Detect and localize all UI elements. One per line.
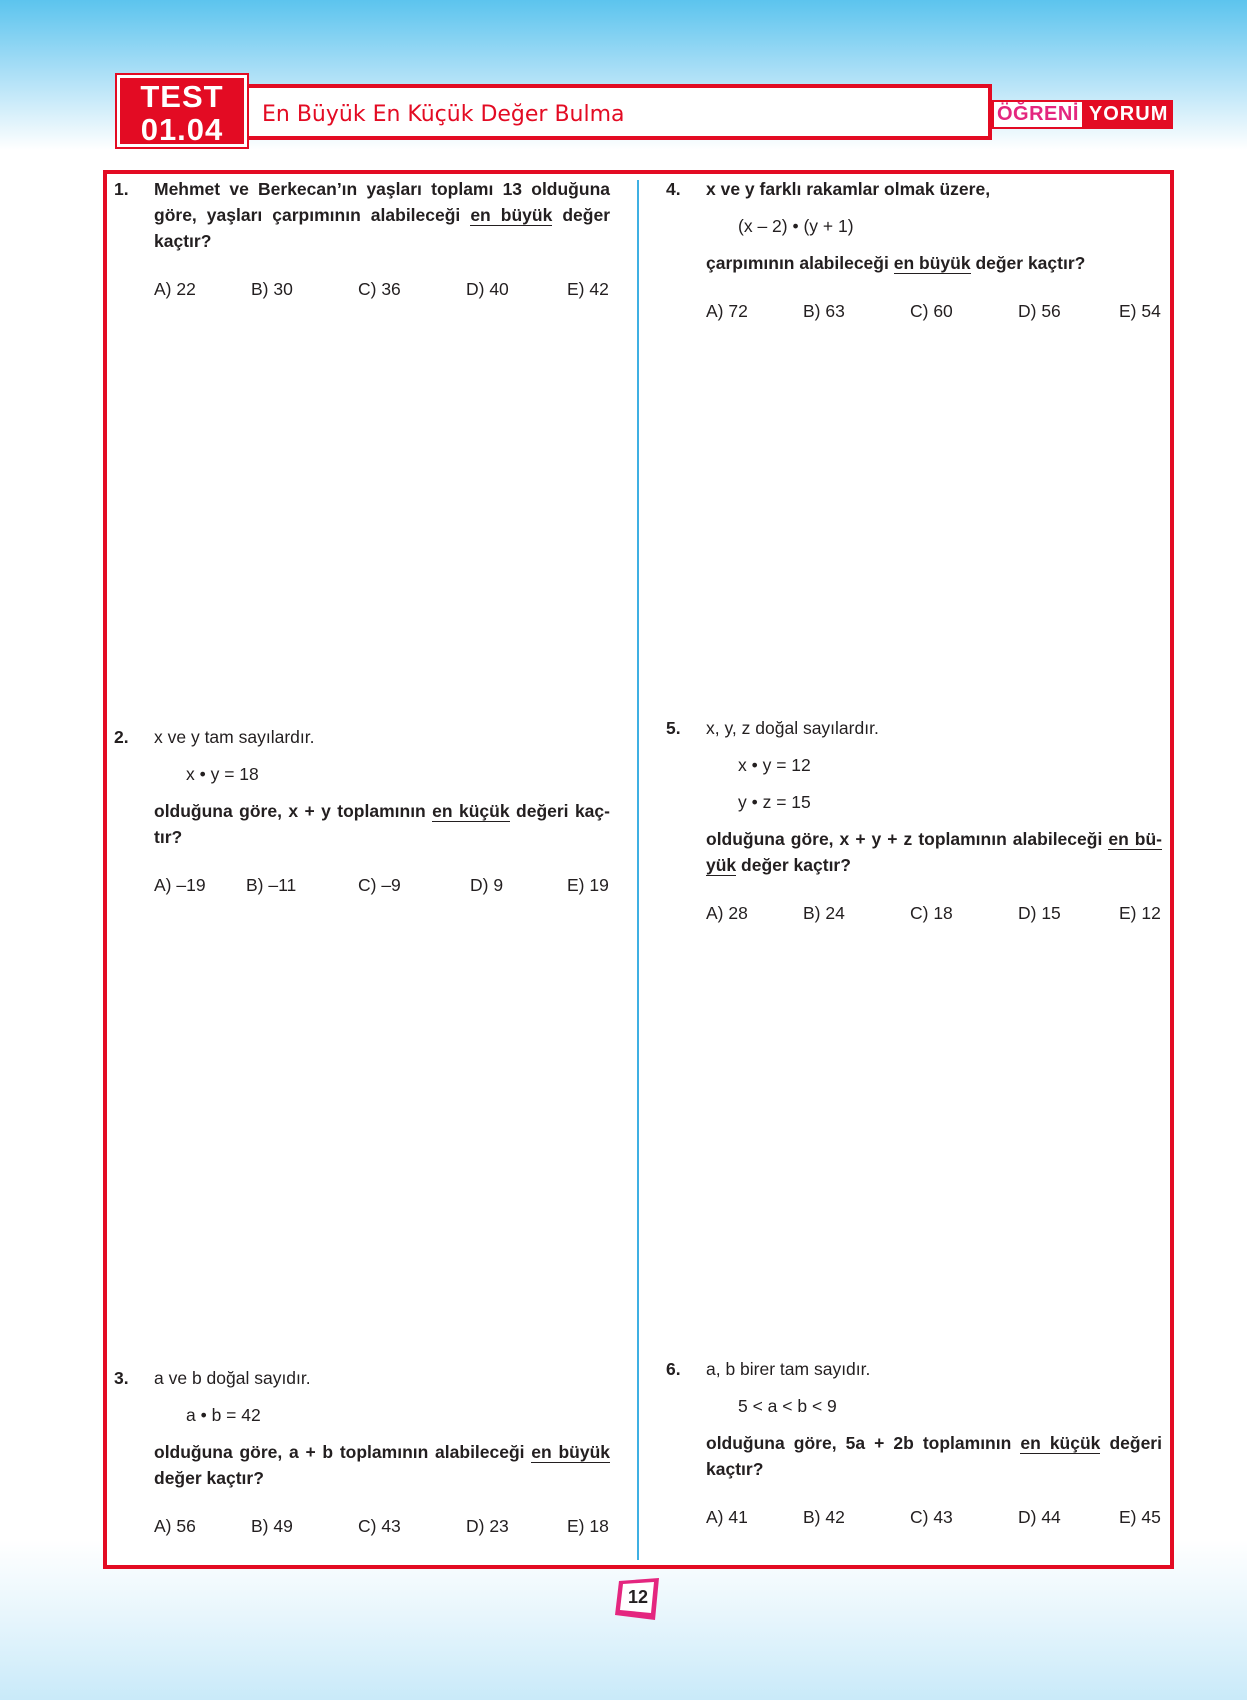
question-stem: olduğuna göre, x + y + z toplamının alabileceği en bü-yük değer kaçtır? <box>706 829 1162 875</box>
column-divider <box>637 180 639 1560</box>
question-intro: x ve y farklı rakamlar olmak üzere, <box>706 179 991 199</box>
option-c[interactable]: C) 60 <box>910 301 953 321</box>
brand-logo <box>992 100 1173 129</box>
page-title: En Büyük En Küçük Değer Bulma <box>262 102 625 127</box>
answer-options <box>706 1504 1162 1530</box>
option-e[interactable]: E) 54 <box>1119 301 1161 321</box>
question-intro: a ve b doğal sayıdır. <box>154 1368 311 1388</box>
option-b[interactable]: B) 30 <box>251 279 293 299</box>
brand-left: ÖĞRENİ <box>992 100 1084 129</box>
equation-2: y • z = 15 <box>738 792 811 812</box>
equation: x • y = 12 <box>738 755 811 775</box>
title-bar <box>232 84 992 140</box>
page-number-badge <box>615 1578 661 1620</box>
option-e[interactable]: E) 42 <box>567 279 609 299</box>
option-a[interactable]: A) 41 <box>706 1507 748 1527</box>
option-d[interactable]: D) 9 <box>470 875 504 895</box>
option-c[interactable]: C) 43 <box>358 1516 401 1536</box>
answer-options <box>706 900 1162 926</box>
option-c[interactable]: C) 36 <box>358 279 401 299</box>
option-b[interactable]: B) 42 <box>803 1507 845 1527</box>
question-stem: olduğuna göre, x + y toplamının en küçük değeri kaç-tır? <box>154 801 610 847</box>
option-a[interactable]: A) –19 <box>154 875 206 895</box>
option-c[interactable]: C) 43 <box>910 1507 953 1527</box>
option-d[interactable]: D) 44 <box>1018 1507 1061 1527</box>
answer-options <box>154 276 610 302</box>
option-c[interactable]: C) 18 <box>910 903 953 923</box>
emphasis: en küçük <box>432 801 510 821</box>
equation: a • b = 42 <box>186 1405 261 1425</box>
test-label: TEST <box>140 79 224 114</box>
emphasis: en küçük <box>1020 1433 1101 1453</box>
question-number: 1. <box>114 179 129 199</box>
question-intro: x, y, z doğal sayılardır. <box>706 718 879 738</box>
option-d[interactable]: D) 40 <box>466 279 509 299</box>
option-c[interactable]: C) –9 <box>358 875 401 895</box>
equation: (x – 2) • (y + 1) <box>738 216 854 236</box>
question-intro: x ve y tam sayılardır. <box>154 727 315 747</box>
question-stem: Mehmet ve Berkecan’ın yaşları toplamı 13 olduğuna göre, yaşları çarpımının alabileceği en büyük değer kaçtır? <box>154 179 610 251</box>
emphasis: en büyük <box>893 253 971 273</box>
option-d[interactable]: D) 56 <box>1018 301 1061 321</box>
page-number: 12 <box>627 1587 649 1607</box>
question-number: 6. <box>666 1359 681 1379</box>
option-e[interactable]: E) 19 <box>567 875 609 895</box>
emphasis: en büyük <box>531 1442 610 1462</box>
option-b[interactable]: B) –11 <box>246 875 297 895</box>
test-badge <box>117 75 247 147</box>
brand-right: YORUM <box>1084 100 1173 129</box>
equation: x • y = 18 <box>186 764 259 784</box>
emphasis: en büyük <box>470 205 553 225</box>
option-a[interactable]: A) 56 <box>154 1516 196 1536</box>
question-stem: çarpımının alabileceği en büyük değer kaçtır? <box>706 253 1086 273</box>
question-number: 2. <box>114 727 129 747</box>
option-b[interactable]: B) 63 <box>803 301 845 321</box>
option-e[interactable]: E) 18 <box>567 1516 609 1536</box>
option-a[interactable]: A) 28 <box>706 903 748 923</box>
question-number: 5. <box>666 718 681 738</box>
test-number: 01.04 <box>140 112 224 147</box>
emphasis: en bü-yük <box>706 829 1162 875</box>
option-d[interactable]: D) 23 <box>466 1516 509 1536</box>
equation: 5 < a < b < 9 <box>738 1396 837 1416</box>
option-e[interactable]: E) 12 <box>1119 903 1161 923</box>
option-d[interactable]: D) 15 <box>1018 903 1061 923</box>
option-a[interactable]: A) 72 <box>706 301 748 321</box>
option-e[interactable]: E) 45 <box>1119 1507 1161 1527</box>
question-stem: olduğuna göre, a + b toplamının alabileceği en büyük değer kaçtır? <box>154 1442 610 1488</box>
answer-options <box>154 1513 610 1539</box>
option-a[interactable]: A) 22 <box>154 279 196 299</box>
answer-options <box>706 298 1162 324</box>
question-stem: olduğuna göre, 5a + 2b toplamının en küçük değeri kaçtır? <box>706 1433 1162 1479</box>
question-number: 4. <box>666 179 681 199</box>
option-b[interactable]: B) 24 <box>803 903 845 923</box>
answer-options <box>154 872 610 898</box>
option-b[interactable]: B) 49 <box>251 1516 293 1536</box>
question-intro: a, b birer tam sayıdır. <box>706 1359 871 1379</box>
question-number: 3. <box>114 1368 129 1388</box>
